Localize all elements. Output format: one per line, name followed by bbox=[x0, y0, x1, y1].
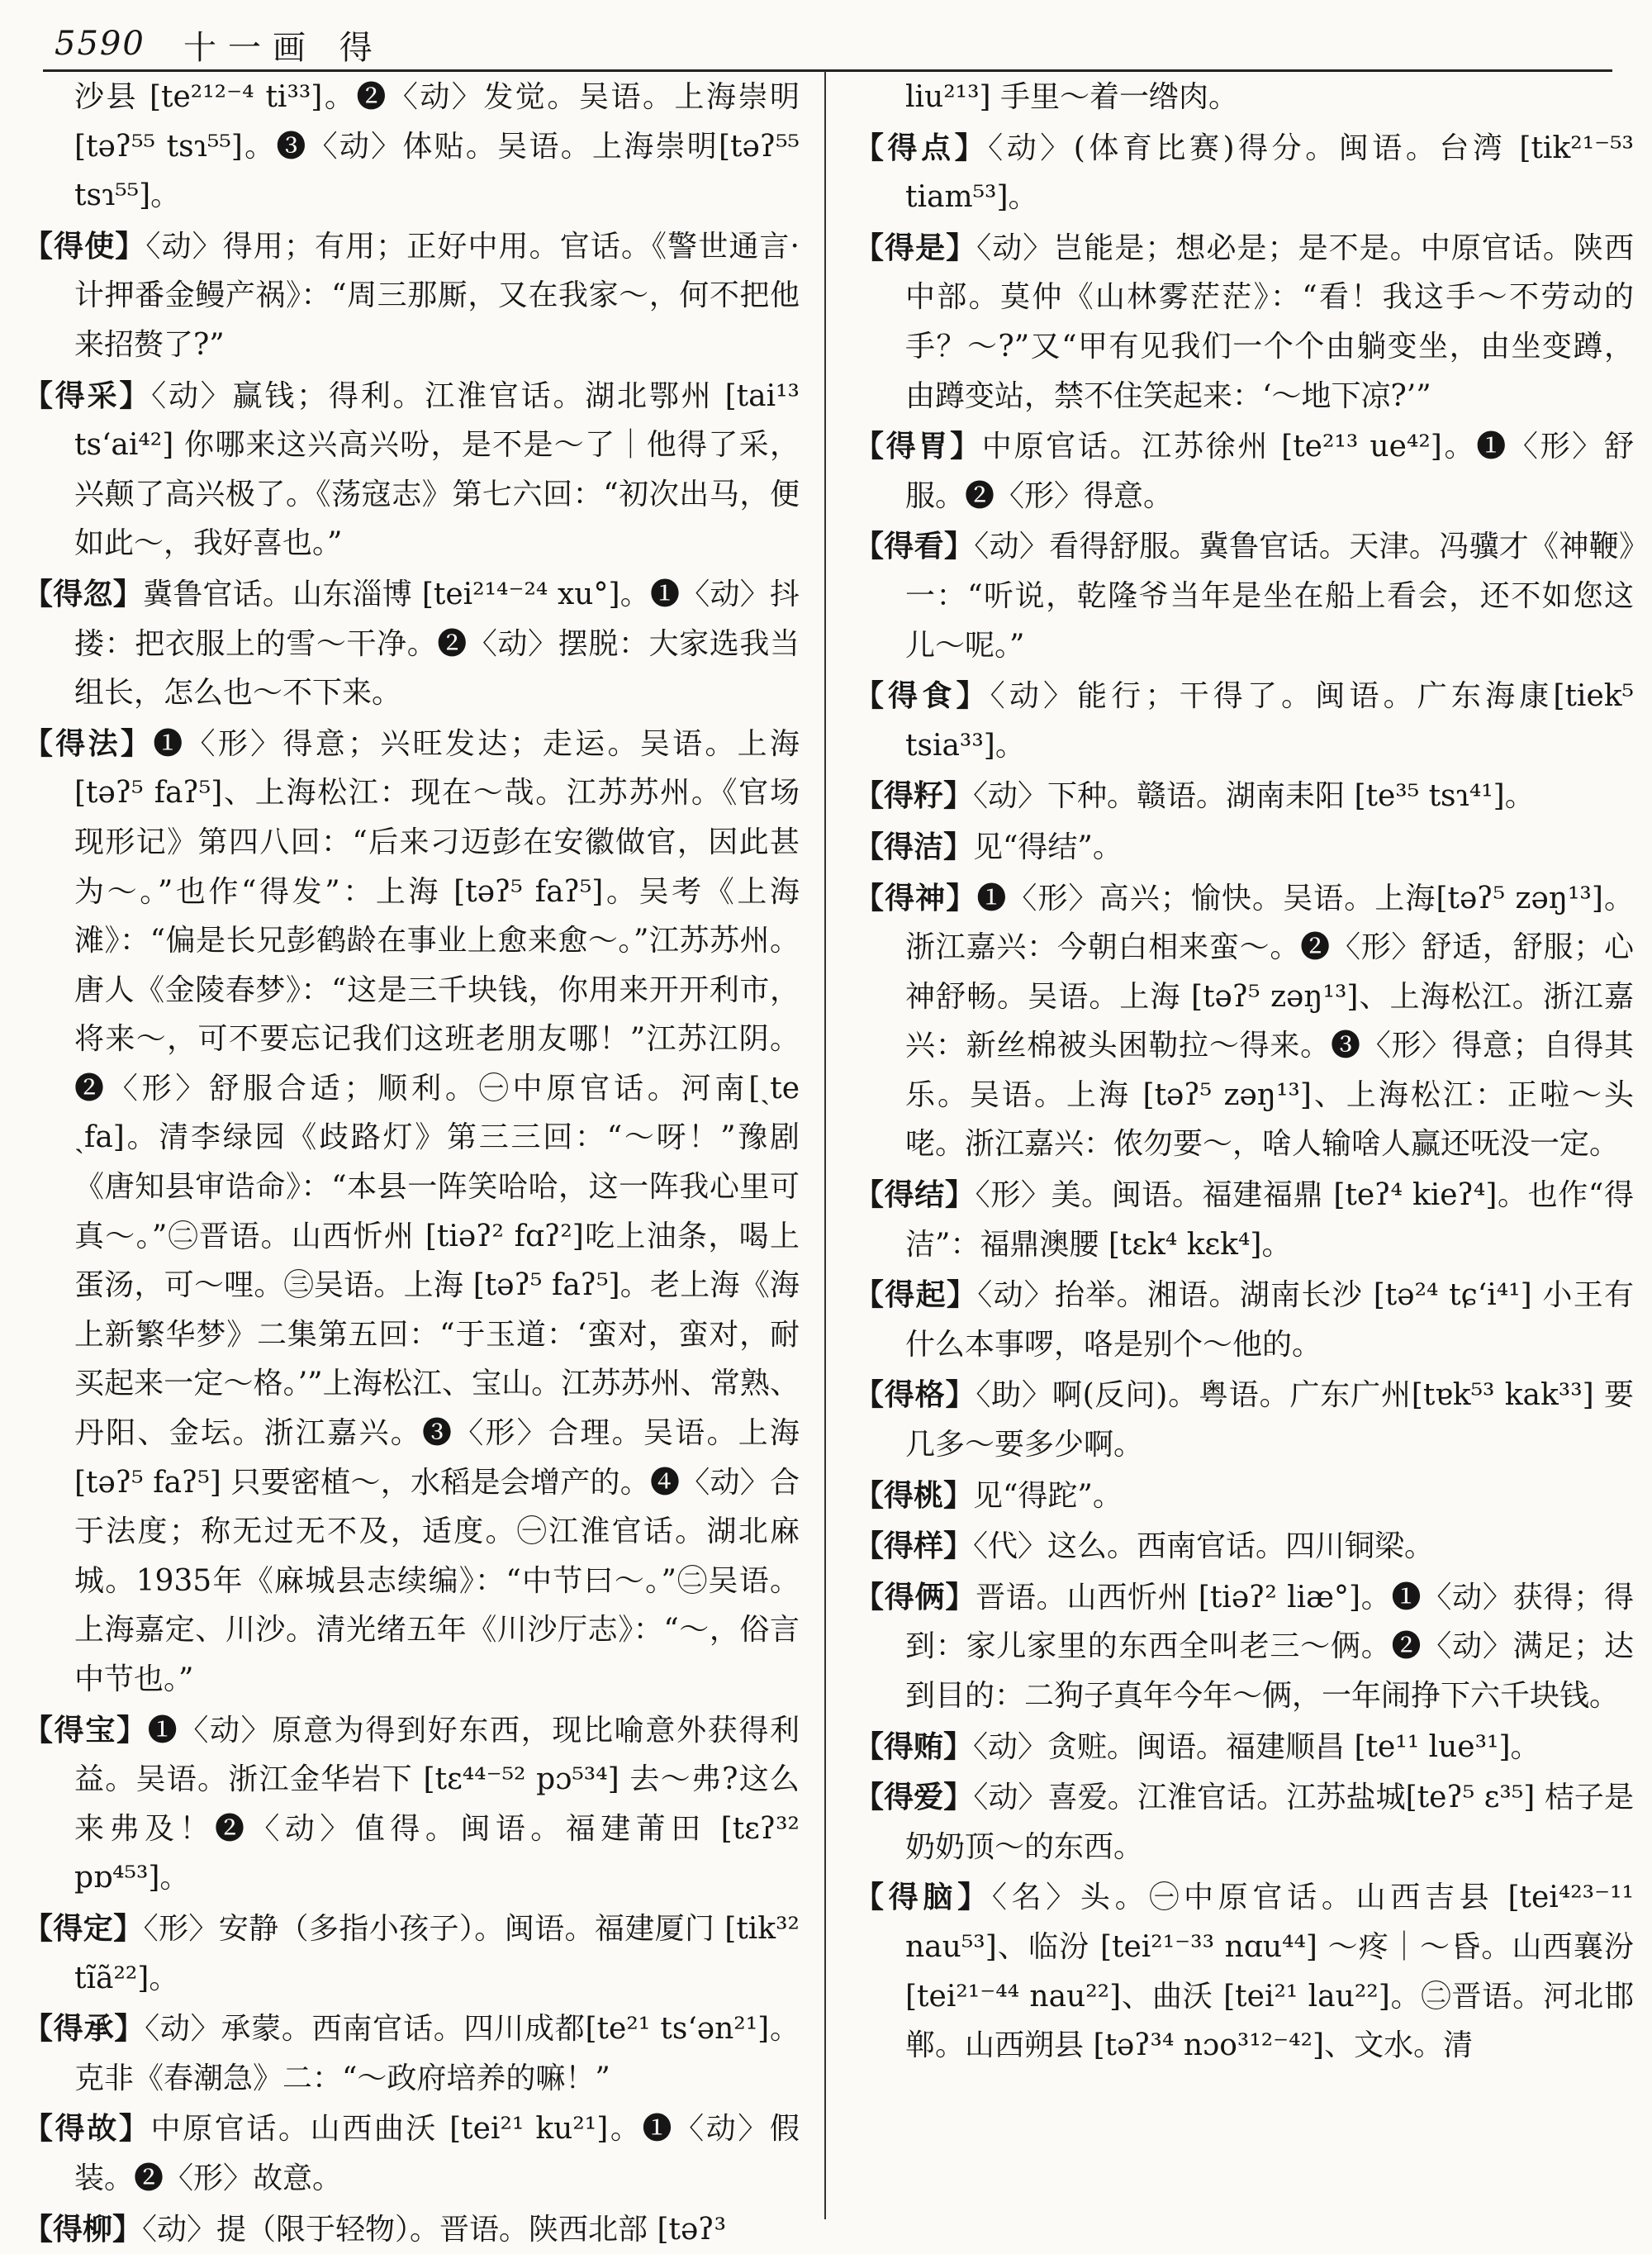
entry-headword: 【得看】 bbox=[854, 530, 975, 564]
dictionary-entry bbox=[23, 720, 800, 1705]
entry-headword: 【得法】 bbox=[23, 726, 154, 761]
entry-headword: 【得定】 bbox=[23, 1911, 144, 1946]
entry-headword: 【得使】 bbox=[23, 229, 146, 264]
entry-definition: 晋语。山西忻州 [tiəʔ² liæ°]。❶〈动〉获得；得到：家儿家里的东西全叫老三～俩。❷〈动〉满足；达到目的：二狗子真年今年～俩，一年闹挣下六千块钱。 bbox=[905, 1580, 1634, 1713]
running-head: 十一画 得 bbox=[183, 29, 384, 67]
entry-definition: 〈动〉岂能是；想必是；是不是。中原官话。陕西中部。莫仲《山林雾茫茫》：“看！我这手～不劳动的手？～?”又“甲有见我们一个个由躺变坐，由坐变蹲，由蹲变站，禁不住笑起来：‘～地下凉?’” bbox=[905, 231, 1634, 413]
right-column bbox=[854, 73, 1634, 2221]
entry-definition: 〈动〉(体育比赛)得分。闽语。台湾 [tik²¹⁻⁵³ tiam⁵³]。 bbox=[905, 131, 1634, 215]
dictionary-entry bbox=[23, 1706, 800, 1903]
entry-definition: 〈动〉能行；干得了。闽语。广东海康[tiek⁵ tsia³³]。 bbox=[905, 679, 1634, 763]
dictionary-entry bbox=[23, 2104, 800, 2203]
entry-headword: 【得胃】 bbox=[854, 430, 982, 464]
dictionary-entry bbox=[23, 570, 800, 718]
dictionary-entry bbox=[854, 874, 1634, 1170]
dictionary-entry bbox=[23, 1904, 800, 2003]
entry-definition: 〈动〉得用；有用；正好中用。官话。《警世通言·计押番金鳗产祸》：“周三那厮，又在我家～，何不把他来招赘了?” bbox=[74, 229, 800, 362]
entry-definition: 〈动〉承蒙。西南官话。四川成都[te²¹ ts‘ən²¹]。克非《春潮急》二：“～政府培养的嘛！” bbox=[74, 2012, 800, 2095]
entry-headword: 【得承】 bbox=[23, 2012, 145, 2047]
entry-headword: 【得忽】 bbox=[23, 577, 143, 611]
entry-definition: 〈形〉美。闽语。福建福鼎 [teʔ⁴ kieʔ⁴]。也作“得洁”：福鼎澳腰 [tɛk⁴ kɛk⁴]。 bbox=[905, 1178, 1634, 1262]
entry-definition: 〈动〉喜爱。江淮官话。江苏盐城[teʔ⁵ ɛ³⁵] 桔子是奶奶顶～的东西。 bbox=[905, 1781, 1634, 1864]
dictionary-entry bbox=[854, 224, 1634, 421]
entry-headword: 【得脑】 bbox=[854, 1881, 992, 1915]
entry-headword: 【得是】 bbox=[854, 231, 977, 265]
dictionary-entry bbox=[854, 1371, 1634, 1469]
entry-definition: 见“得结”。 bbox=[973, 830, 1123, 864]
dictionary-entry bbox=[23, 222, 800, 370]
dictionary-entry bbox=[854, 522, 1634, 670]
page-header bbox=[43, 18, 1612, 72]
dictionary-entry bbox=[854, 124, 1634, 222]
dictionary-entry bbox=[854, 73, 1634, 122]
entry-headword: 【得点】 bbox=[854, 131, 989, 165]
entry-headword: 【得俩】 bbox=[854, 1580, 976, 1614]
entry-definition: 沙县 [te²¹²⁻⁴ ti³³]。❷〈动〉发觉。吴语。上海崇明 [təʔ⁵⁵ tsɿ⁵⁵]。❸〈动〉体贴。吴语。上海崇明[təʔ⁵⁵ tsɿ⁵⁵]。 bbox=[74, 80, 800, 213]
column-divider bbox=[824, 71, 826, 2219]
dictionary-entry bbox=[854, 1522, 1634, 1572]
entry-headword: 【得神】 bbox=[854, 881, 977, 915]
page-number: 5590 bbox=[55, 25, 145, 63]
dictionary-entry bbox=[854, 823, 1634, 873]
dictionary-entry bbox=[23, 73, 800, 221]
entry-definition: 〈动〉提（限于轻物）。晋语。陕西北部 [təʔ³ bbox=[142, 2212, 727, 2247]
entry-headword: 【得桃】 bbox=[854, 1478, 974, 1513]
entry-headword: 【得籽】 bbox=[854, 779, 974, 814]
dictionary-entry bbox=[854, 1723, 1634, 1772]
dictionary-entry bbox=[854, 1472, 1634, 1521]
entry-headword: 【得结】 bbox=[854, 1178, 976, 1213]
entry-definition: 〈助〉啊(反问)。粤语。广东广州[tɐk⁵³ kak³³] 要几多～要多少啊。 bbox=[905, 1378, 1634, 1462]
entry-definition: 〈代〉这么。西南官话。四川铜梁。 bbox=[973, 1529, 1435, 1564]
entry-headword: 【得样】 bbox=[854, 1529, 974, 1564]
entry-headword: 【得故】 bbox=[23, 2112, 151, 2147]
entry-headword: 【得爱】 bbox=[854, 1781, 974, 1815]
entry-headword: 【得柳】 bbox=[23, 2212, 143, 2247]
entry-definition: 〈名〉头。㊀中原官话。山西吉县 [tei⁴²³⁻¹¹ nau⁵³]、临汾 [tei²¹⁻³³ nɑu⁴⁴] ～疼｜～昏。山西襄汾 [tei²¹⁻⁴⁴ nau²²]、曲沃 [tei²¹ lau²²]。㊁晋语。河北邯郸。山西朔县 [təʔ³⁴ nɔo³¹²⁻⁴²]、文水。清 bbox=[905, 1881, 1634, 2063]
dictionary-entry bbox=[854, 1271, 1634, 1369]
dictionary-entry bbox=[854, 422, 1634, 521]
entry-definition: 〈动〉看得舒服。冀鲁官话。天津。冯骥才《神鞭》一：“听说，乾隆爷当年是坐在船上看会，还不如您这儿～呢。” bbox=[905, 530, 1634, 663]
entry-headword: 【得格】 bbox=[854, 1378, 976, 1413]
dictionary-entry bbox=[854, 1873, 1634, 2070]
entry-definition: ❶〈形〉高兴；愉快。吴语。上海[təʔ⁵ zəŋ¹³]。浙江嘉兴：今朝白相来蛮～。❷〈形〉舒适，舒服；心神舒畅。吴语。上海 [təʔ⁵ zəŋ¹³]、上海松江。浙江嘉兴：新丝棉被头困勒拉～得来。❸〈形〉得意；自得其乐。吴语。上海 [təʔ⁵ zəŋ¹³]、上海松江：正啦～头咾。浙江嘉兴：侬勿要～，啥人输啥人赢还呒没一定。 bbox=[905, 881, 1634, 1162]
dictionary-entry bbox=[854, 1171, 1634, 1269]
entry-definition: liu²¹³] 手里～着一绺肉。 bbox=[905, 80, 1238, 114]
left-column bbox=[23, 73, 800, 2247]
entry-headword: 【得起】 bbox=[854, 1278, 978, 1313]
entry-definition: 〈动〉贪赃。闽语。福建顺昌 [te¹¹ lue³¹]。 bbox=[973, 1729, 1540, 1764]
entry-definition: ❶〈形〉得意；兴旺发达；走运。吴语。上海 [təʔ⁵ faʔ⁵]、上海松江：现在～哉。江苏苏州。《官场现形记》第四八回：“后来刁迈彭在安徽做官，因此甚为～。”也作“得发”：上海 [təʔ⁵ faʔ⁵]。吴考《上海滩》：“偏是长兄彭鹤龄在事业上愈来愈～。”江苏苏州。唐人《金陵春梦》：“这是三千块钱，你用来开开利市，将来～，可不要忘记我们这班老朋友哪！”江苏江阴。❷〈形〉舒服合适；顺利。㊀中原官话。河南[ˏte ˏfa]。清李绿园《歧路灯》第三三回：“～呀！”豫剧《唐知县审诰命》：“本县一阵笑哈哈，这一阵我心里可真～。”㊁晋语。山西忻州 [tiəʔ² fɑʔ²]吃上油条，喝上蛋汤，可～哩。㊂吴语。上海 [təʔ⁵ faʔ⁵]。老上海《海上新繁华梦》二集第五回：“于玉道：‘蛮对，蛮对，耐买起来一定～格。’”上海松江、宝山。江苏苏州、常熟、丹阳、金坛。浙江嘉兴。❸〈形〉合理。吴语。上海 [təʔ⁵ faʔ⁵] 只要密植～，水稻是会增产的。❹〈动〉合于法度；称无过无不及，适度。㊀江淮官话。湖北麻城。1935年《麻城县志续编》：“中节曰～。”㊁吴语。上海嘉定、川沙。清光绪五年《川沙厅志》：“～，俗言中节也。” bbox=[74, 726, 800, 1696]
dictionary-entry bbox=[854, 772, 1634, 821]
dictionary-entry bbox=[854, 1773, 1634, 1871]
entry-headword: 【得洁】 bbox=[854, 830, 974, 864]
dictionary-entry bbox=[23, 2205, 800, 2254]
dictionary-entry bbox=[23, 2004, 800, 2103]
entry-headword: 【得采】 bbox=[23, 378, 152, 413]
entry-headword: 【得宝】 bbox=[23, 1713, 148, 1748]
entry-definition: ❶〈动〉原意为得到好东西，现比喻意外获得利益。吴语。浙江金华岩下 [tɛ⁴⁴⁻⁵² pɔ⁵³⁴] 去～弗?这么来弗及！❷〈动〉值得。闽语。福建莆田 [tɛʔ³² pɒ⁴⁵³]。 bbox=[74, 1713, 800, 1895]
dictionary-entry bbox=[854, 1573, 1634, 1721]
entry-headword: 【得贿】 bbox=[854, 1729, 974, 1764]
entry-headword: 【得食】 bbox=[854, 679, 990, 714]
entry-definition: 〈动〉下种。赣语。湖南耒阳 [te³⁵ tsɿ⁴¹]。 bbox=[973, 779, 1535, 814]
dictionary-entry bbox=[23, 372, 800, 568]
entry-definition: 〈动〉抬举。湘语。湖南长沙 [tə²⁴ tɕ‘i⁴¹] 小王有什么本事啰，咯是别个～他的。 bbox=[905, 1278, 1634, 1362]
entry-definition: 见“得跎”。 bbox=[973, 1478, 1123, 1513]
entry-definition: 冀鲁官话。山东淄博 [tei²¹⁴⁻²⁴ xu°]。❶〈动〉抖搂：把衣服上的雪～干净。❷〈动〉摆脱：大家选我当组长，怎么也～不下来。 bbox=[74, 577, 800, 711]
entry-definition: 〈形〉安静（多指小孩子）。闽语。福建厦门 [tik³² tĩã²²]。 bbox=[74, 1911, 800, 1995]
dictionary-entry bbox=[854, 672, 1634, 770]
entry-definition: 〈动〉赢钱；得利。江淮官话。湖北鄂州 [tai¹³ ts‘ai⁴²] 你哪来这兴高兴吩，是不是～了｜他得了采，兴颠了高兴极了。《荡寇志》第七六回：“初次出马，便如此～，我好喜也。” bbox=[74, 378, 800, 561]
entry-definition: 中原官话。江苏徐州 [te²¹³ ue⁴²]。❶〈形〉舒服。❷〈形〉得意。 bbox=[905, 430, 1634, 513]
entry-definition: 中原官话。山西曲沃 [tei²¹ ku²¹]。❶〈动〉假装。❷〈形〉故意。 bbox=[74, 2112, 800, 2195]
